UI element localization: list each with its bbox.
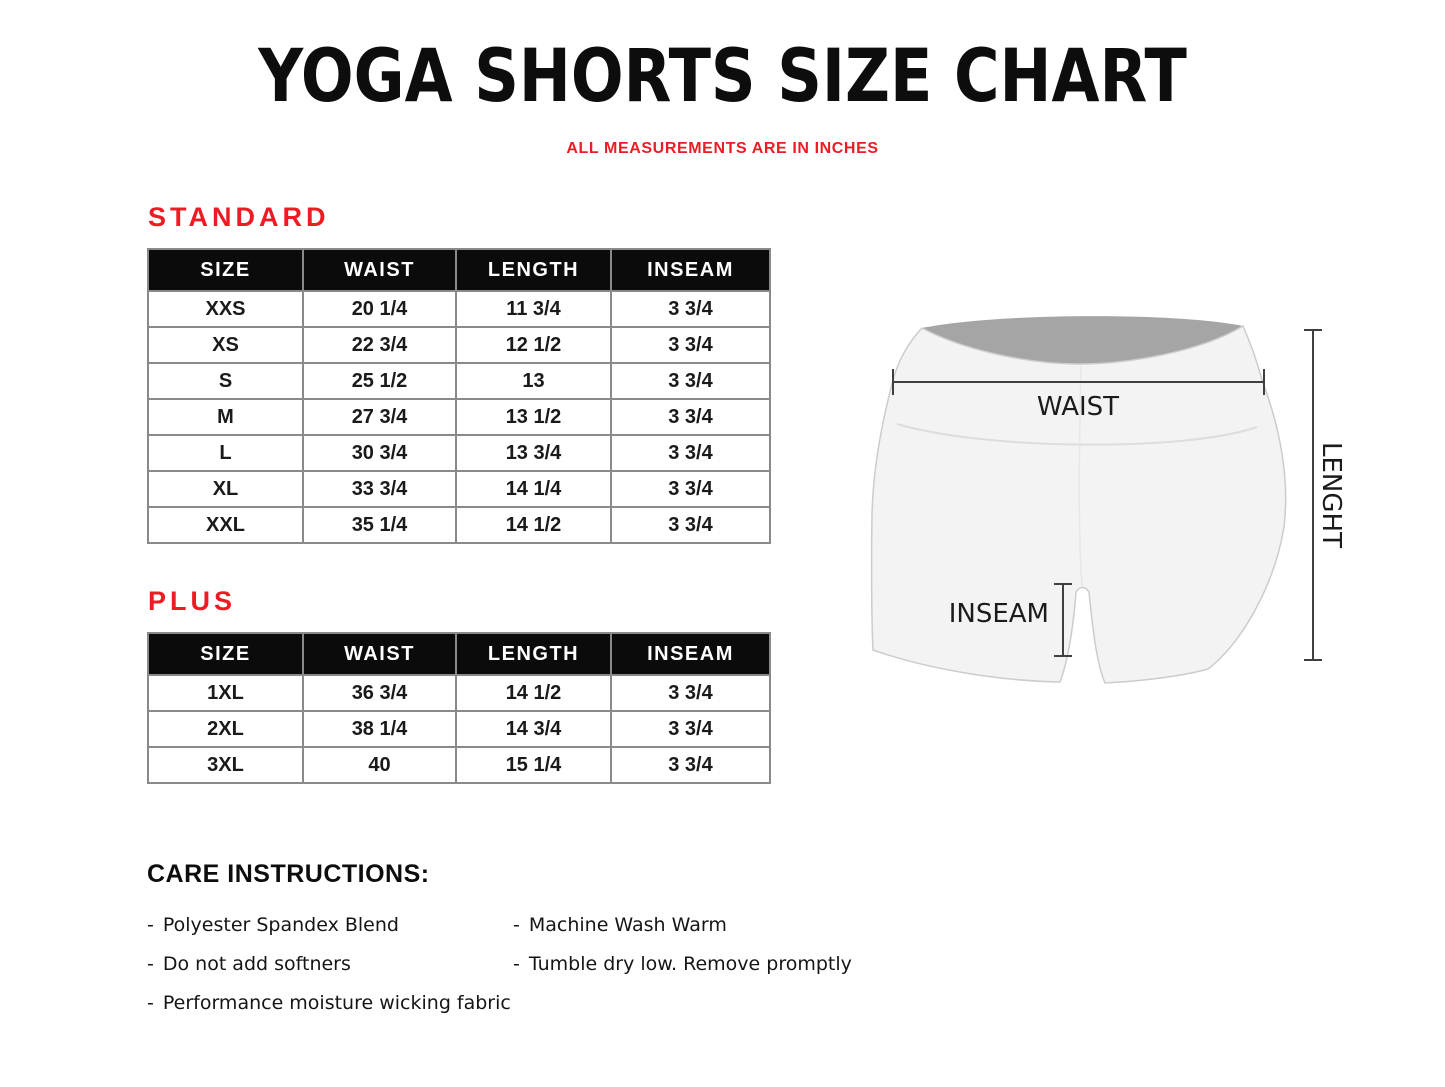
waist-diagram-label: WAIST — [1036, 392, 1120, 422]
waist-cell: 30 3/4 — [303, 435, 456, 471]
care-item — [147, 910, 511, 949]
length-cell: 13 1/2 — [456, 399, 611, 435]
table-row — [148, 435, 770, 471]
length-cell: 13 — [456, 363, 611, 399]
care-item-text: Do not add softners — [162, 953, 351, 975]
care-item — [513, 949, 852, 988]
size-cell: 3XL — [148, 747, 303, 783]
waist-cell: 40 — [303, 747, 456, 783]
size-cell: XXS — [148, 291, 303, 327]
plus-size-table — [147, 632, 771, 784]
waist-cell: 38 1/4 — [303, 711, 456, 747]
length-cell: 13 3/4 — [456, 435, 611, 471]
inseam-cell: 3 3/4 — [611, 291, 770, 327]
inseam-cell: 3 3/4 — [611, 471, 770, 507]
length-cell: 14 3/4 — [456, 711, 611, 747]
size-cell: 2XL — [148, 711, 303, 747]
length-cell: 14 1/2 — [456, 675, 611, 711]
shorts-diagram — [855, 300, 1360, 700]
standard-size-table — [147, 248, 771, 544]
column-header-waist: WAIST — [303, 633, 456, 675]
size-cell: S — [148, 363, 303, 399]
table-row — [148, 291, 770, 327]
care-list-left — [147, 910, 511, 1027]
size-cell: 1XL — [148, 675, 303, 711]
care-item — [513, 910, 852, 949]
table-row — [148, 747, 770, 783]
plus-section-label: PLUS — [148, 586, 237, 616]
bullet-dash: - — [147, 992, 154, 1014]
column-header-inseam: INSEAM — [611, 249, 770, 291]
inseam-cell: 3 3/4 — [611, 399, 770, 435]
table-row — [148, 327, 770, 363]
column-header-size: SIZE — [148, 633, 303, 675]
waist-cell: 36 3/4 — [303, 675, 456, 711]
size-cell: L — [148, 435, 303, 471]
waist-cell: 22 3/4 — [303, 327, 456, 363]
inseam-diagram-label: INSEAM — [948, 599, 1049, 629]
length-cell: 12 1/2 — [456, 327, 611, 363]
care-item — [147, 949, 511, 988]
care-list-right — [513, 910, 852, 988]
table-header-row — [148, 633, 770, 675]
inseam-cell: 3 3/4 — [611, 363, 770, 399]
inseam-cell: 3 3/4 — [611, 435, 770, 471]
waist-cell: 25 1/2 — [303, 363, 456, 399]
table-row — [148, 711, 770, 747]
table-row — [148, 675, 770, 711]
care-item-text: Performance moisture wicking fabric — [162, 992, 511, 1014]
bullet-dash: - — [513, 953, 520, 975]
size-cell: M — [148, 399, 303, 435]
length-diagram-label: LENGHT — [1316, 442, 1346, 548]
care-item — [147, 988, 511, 1027]
waist-cell: 35 1/4 — [303, 507, 456, 543]
table-header-row — [148, 249, 770, 291]
inseam-cell: 3 3/4 — [611, 747, 770, 783]
bullet-dash: - — [147, 953, 154, 975]
bullet-dash: - — [513, 914, 520, 936]
inseam-cell: 3 3/4 — [611, 711, 770, 747]
care-item-text: Tumble dry low. Remove promptly — [528, 953, 852, 975]
column-header-size: SIZE — [148, 249, 303, 291]
size-cell: XS — [148, 327, 303, 363]
standard-section-label: STANDARD — [148, 202, 330, 232]
size-cell: XXL — [148, 507, 303, 543]
table-row — [148, 471, 770, 507]
page-title: YOGA SHORTS SIZE CHART — [258, 34, 1187, 119]
waist-cell: 27 3/4 — [303, 399, 456, 435]
table-row — [148, 507, 770, 543]
waist-cell: 33 3/4 — [303, 471, 456, 507]
table-row — [148, 399, 770, 435]
size-cell: XL — [148, 471, 303, 507]
care-item-text: Polyester Spandex Blend — [162, 914, 399, 936]
care-item-text: Machine Wash Warm — [528, 914, 727, 936]
length-cell: 15 1/4 — [456, 747, 611, 783]
column-header-inseam: INSEAM — [611, 633, 770, 675]
column-header-waist: WAIST — [303, 249, 456, 291]
shorts-body-shape — [872, 326, 1286, 683]
bullet-dash: - — [147, 914, 154, 936]
measurements-subtitle: ALL MEASUREMENTS ARE IN INCHES — [566, 140, 879, 157]
inseam-cell: 3 3/4 — [611, 507, 770, 543]
waist-cell: 20 1/4 — [303, 291, 456, 327]
length-cell: 11 3/4 — [456, 291, 611, 327]
care-instructions-heading: CARE INSTRUCTIONS: — [147, 860, 430, 888]
length-cell: 14 1/2 — [456, 507, 611, 543]
table-row — [148, 363, 770, 399]
column-header-length: LENGTH — [456, 249, 611, 291]
inseam-cell: 3 3/4 — [611, 327, 770, 363]
length-cell: 14 1/4 — [456, 471, 611, 507]
column-header-length: LENGTH — [456, 633, 611, 675]
inseam-cell: 3 3/4 — [611, 675, 770, 711]
